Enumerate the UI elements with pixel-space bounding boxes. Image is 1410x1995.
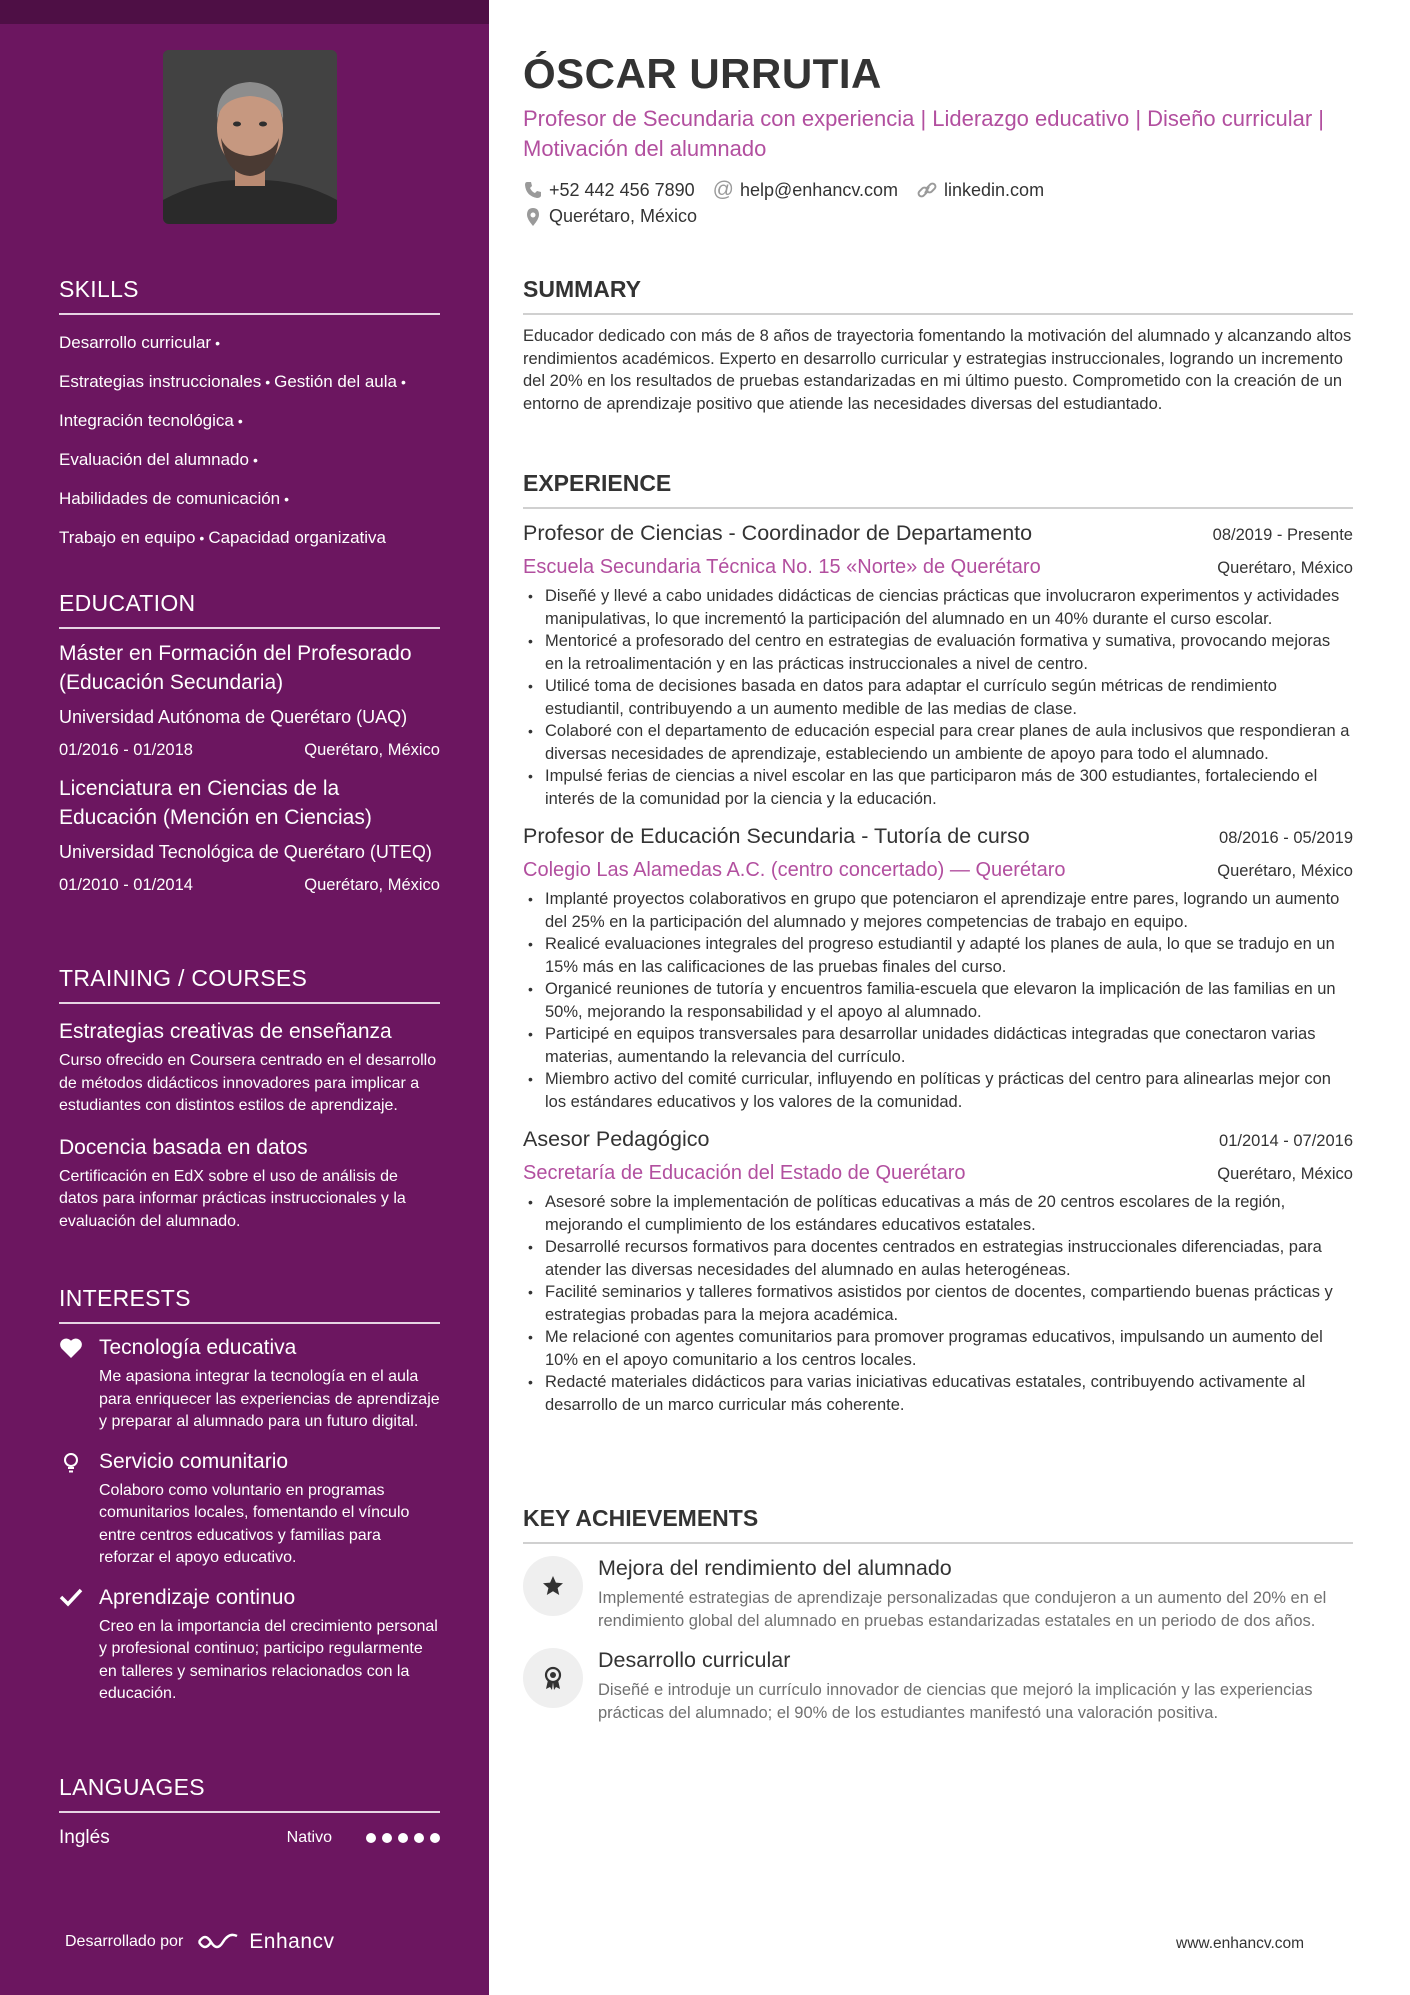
job-bullet: • Organicé reuniones de tutoría y encuentros familia-escuela que elevaron la implicación de las familias en un 50%, mejorando la responsabilidad y el apoyo al alumnado.: [523, 978, 1353, 1023]
sidebar: [0, 0, 489, 1995]
education-location: Querétaro, México: [304, 741, 440, 759]
experience-section: [523, 470, 1353, 1416]
achievement-description: Diseñé e introduje un currículo innovador de ciencias que mejoró la implicación y las experiencias prácticas del alumnado; el 90% de los estudiantes manifestó una valoración positiva.: [598, 1681, 1313, 1722]
job-location: Querétaro, México: [1217, 1165, 1353, 1183]
skill-separator: •: [401, 374, 406, 390]
location-text: Querétaro, México: [549, 206, 698, 226]
skill-separator: •: [284, 491, 290, 507]
education-dates: 01/2010 - 01/2014: [59, 876, 193, 894]
job-bullet: • Implanté proyectos colaborativos en grupo que potenciaron el aprendizaje entre pares, logrando un aumento del 25% en la participación del alumnado y mejores competencias de trabajo en equipo.: [523, 888, 1353, 933]
job-title: Profesor de Ciencias - Coordinador de Departamento: [523, 521, 1033, 545]
contact-email[interactable]: [713, 178, 898, 202]
training-section: [59, 965, 440, 1233]
summary-text: Educador dedicado con más de 8 años de trayectoria fomentando la motivación del alumnado y alcanzando altos rendimientos académicos. Experto en desarrollo curricular y estrategias instruccionales, logrando un incremento del 20% en los resultados de pruebas estandarizadas en mi último puesto. Comprometido con la creación de un entorno de aprendizaje positivo que atiende las necesidades diversas del estudiantado.: [523, 327, 1352, 413]
powered-by-label: Desarrollado por: [65, 1933, 184, 1950]
skills-heading: SKILLS: [59, 276, 440, 315]
education-school: Universidad Tecnológica de Querétaro (UTEQ): [59, 842, 432, 862]
skills-row: [59, 323, 440, 362]
proficiency-dot: [366, 1833, 376, 1843]
interest-title: Tecnología educativa: [99, 1336, 297, 1359]
job-company: Colegio Las Alamedas A.C. (centro concertado) — Querétaro: [523, 859, 1066, 881]
interest-item: [59, 1334, 440, 1434]
skills-row: [59, 479, 440, 518]
summary-heading: SUMMARY: [523, 276, 1353, 315]
linkedin-text[interactable]: linkedin.com: [944, 179, 1045, 200]
skills-section: [59, 276, 440, 557]
achievement-title: Mejora del rendimiento del alumnado: [598, 1556, 952, 1580]
education-item: [59, 774, 440, 895]
skill-item: Desarrollo curricular: [59, 333, 212, 352]
course-item: [59, 1134, 440, 1234]
phone-icon: [523, 180, 543, 200]
job-dates: 08/2016 - 05/2019: [1219, 829, 1353, 847]
skill-separator: •: [252, 452, 258, 468]
job-company: Secretaría de Educación del Estado de Querétaro: [523, 1162, 966, 1184]
location-pin-icon: [523, 207, 543, 227]
enhancv-logo-text: Enhancv: [249, 1930, 335, 1953]
skill-separator: •: [265, 374, 271, 390]
education-item: [59, 639, 440, 760]
job-bullet: • Asesoré sobre la implementación de políticas educativas a más de 20 centros escolares de la región, mejorando el cumplimiento de los estándares educativos estatales.: [523, 1191, 1353, 1236]
interest-description: Colaboro como voluntario en programas comunitarios locales, fomentando el vínculo entre centros educativos y familias para reforzar el apoyo educativo.: [99, 1481, 410, 1566]
interest-description: Me apasiona integrar la tecnología en el aula para enriquecer las experiencias de aprendizaje y preparar al alumnado para un futuro digital.: [99, 1368, 440, 1430]
education-school: Universidad Autónoma de Querétaro (UAQ): [59, 707, 408, 727]
job-dates: 01/2014 - 07/2016: [1219, 1132, 1353, 1150]
contact-phone: [523, 178, 695, 202]
powered-by: [65, 1930, 335, 1954]
language-name: Inglés: [59, 1827, 110, 1848]
job-bullet: • Utilicé toma de decisiones basada en datos para adaptar el currículo según métricas de rendimiento estudiantil, contribuyendo a un aumento medible de las medias de clase.: [523, 675, 1353, 720]
email-text[interactable]: help@enhancv.com: [739, 179, 899, 200]
profile-photo: [163, 50, 337, 224]
skill-item: Habilidades de comunicación: [59, 489, 281, 508]
heart-icon: [59, 1334, 85, 1434]
skill-item: Capacidad organizativa: [208, 528, 386, 547]
interests-heading: INTERESTS: [59, 1285, 440, 1324]
language-level: Nativo: [286, 1829, 332, 1846]
achievement-title: Desarrollo curricular: [598, 1648, 791, 1672]
languages-section: [59, 1774, 440, 1849]
skills-row: [59, 518, 440, 557]
proficiency-dot: [382, 1833, 392, 1843]
skills-row: [59, 401, 440, 440]
contact-location: [523, 206, 1123, 227]
skill-item: Estrategias instruccionales: [59, 372, 262, 391]
experience-heading: EXPERIENCE: [523, 470, 1353, 509]
achievement-item: [523, 1648, 1353, 1724]
link-icon: [916, 180, 938, 200]
at-icon: @: [712, 178, 734, 201]
skills-row: [59, 440, 440, 479]
skill-item: Evaluación del alumnado: [59, 450, 249, 469]
education-section: [59, 590, 440, 895]
job-bullet: • Me relacioné con agentes comunitarios para promover programas educativos, impulsando un aumento del 10% en el apoyo comunitario a los centros locales.: [523, 1326, 1353, 1371]
job-bullet: • Participé en equipos transversales para desarrollar unidades didácticas integradas que conectaron varias materias, aumentando la relevancia del currículo.: [523, 1023, 1353, 1068]
experience-item: [523, 521, 1353, 810]
enhancv-logo: [195, 1930, 334, 1954]
check-icon: [59, 1584, 85, 1706]
interest-title: Aprendizaje continuo: [99, 1585, 296, 1609]
job-bullet: • Impulsé ferias de ciencias a nivel escolar en las que participaron más de 300 estudiantes, fortaleciendo el interés de la comunidad por la ciencia y la educación.: [523, 765, 1353, 810]
lightbulb-icon: [59, 1448, 85, 1570]
headline: Profesor de Secundaria con experiencia | Liderazgo educativo | Diseño curricular | Motivación del alumnado: [523, 106, 1325, 161]
job-bullet: • Realicé evaluaciones integrales del progreso estudiantil y adapté los planes de aula, lo que se tradujo en un 15% más en las calificaciones de las pruebas finales del curso.: [523, 933, 1353, 978]
skill-separator: •: [215, 335, 221, 351]
course-item: [59, 1018, 440, 1118]
interest-description: Creo en la importancia del crecimiento personal y profesional continuo; participo regularmente en talleres y seminarios relacionados con la educación.: [99, 1617, 438, 1702]
job-bullet: • Desarrollé recursos formativos para docentes centrados en estrategias instruccionales diferenciadas, para atender las diversas necesidades del alumnado en aulas heterogéneas.: [523, 1236, 1353, 1281]
job-bullet: • Facilité seminarios y talleres formativos asistidos por cientos de docentes, compartiendo buenas prácticas y estrategias probadas para la mejora académica.: [523, 1281, 1353, 1326]
course-title: Estrategias creativas de enseñanza: [59, 1020, 392, 1043]
achievement-item: [523, 1556, 1353, 1632]
achievements-heading: KEY ACHIEVEMENTS: [523, 1505, 1353, 1544]
job-bullet: • Colaboré con el departamento de educación especial para crear planes de aula inclusivos que respondieran a diversas necesidades de aprendizaje, estableciendo un ambiente de apoyo para todo el alumnado.: [523, 720, 1353, 765]
course-title: Docencia basada en datos: [59, 1135, 308, 1159]
education-heading: EDUCATION: [59, 590, 440, 629]
interest-item: [59, 1448, 440, 1570]
skill-item: Trabajo en equipo: [59, 528, 196, 547]
education-location: Querétaro, México: [304, 876, 440, 894]
experience-list: [523, 521, 1353, 1416]
interest-title: Servicio comunitario: [99, 1449, 289, 1473]
job-bullets: [523, 585, 1353, 810]
experience-item: [523, 824, 1353, 1113]
job-location: Querétaro, México: [1217, 862, 1353, 880]
phone-text: +52 442 456 7890: [549, 179, 695, 200]
job-title: Profesor de Educación Secundaria - Tutoría de curso: [523, 824, 1030, 848]
education-dates: 01/2016 - 01/2018: [59, 741, 193, 759]
job-company: Escuela Secundaria Técnica No. 15 «Norte» de Querétaro: [523, 556, 1041, 578]
award-icon: [523, 1648, 583, 1708]
contact-list: [523, 178, 1123, 227]
education-degree: Licenciatura en Ciencias de la Educación (Mención en Ciencias): [59, 777, 372, 829]
language-proficiency-dots: [360, 1827, 440, 1849]
language-item: [59, 1827, 440, 1849]
job-bullets: [523, 1191, 1353, 1416]
skill-separator: •: [237, 413, 243, 429]
job-bullet: • Miembro activo del comité curricular, influyendo en políticas y prácticas del centro para alinearlas mejor con los estándares educativos y los valores de la comunidad.: [523, 1068, 1353, 1113]
header: [523, 50, 1353, 227]
job-location: Querétaro, México: [1217, 559, 1353, 577]
job-bullet: • Diseñé y llevé a cabo unidades didácticas de ciencias prácticas que involucraron experimentos y actividades manipulativas, lo que incrementó la participación del alumnado en un 40% durante el curso escolar.: [523, 585, 1353, 630]
candidate-name: ÓSCAR URRUTIA: [523, 50, 882, 97]
summary-section: [523, 276, 1353, 415]
experience-item: [523, 1127, 1353, 1416]
interests-section: [59, 1285, 440, 1706]
skill-item: Gestión del aula: [274, 372, 397, 391]
job-bullets: [523, 888, 1353, 1113]
job-dates: 08/2019 - Presente: [1212, 526, 1353, 544]
skills-row: [59, 362, 440, 401]
job-title: Asesor Pedagógico: [523, 1127, 710, 1151]
skill-separator: •: [199, 530, 205, 546]
skill-item: Integración tecnológica: [59, 411, 234, 430]
education-degree: Máster en Formación del Profesorado (Educación Secundaria): [59, 642, 412, 694]
achievements-section: [523, 1505, 1353, 1724]
star-icon: [523, 1556, 583, 1616]
job-bullet: • Redacté materiales didácticos para varias iniciativas educativas estatales, contribuyendo activamente al desarrollo de un marco curricular más coherente.: [523, 1371, 1353, 1416]
enhancv-logo-icon: [195, 1930, 241, 1954]
course-description: Curso ofrecido en Coursera centrado en el desarrollo de métodos didácticos innovadores para implicar a estudiantes con distintos estilos de aprendizaje.: [59, 1052, 437, 1114]
proficiency-dot: [430, 1833, 440, 1843]
proficiency-dot: [414, 1833, 424, 1843]
skills-list: [59, 323, 440, 557]
achievement-description: Implementé estrategias de aprendizaje personalizadas que condujeron a un aumento del 20% en el rendimiento global del alumnado en pruebas estandarizadas estatales en un periodo de dos años.: [598, 1589, 1327, 1630]
job-bullet: • Mentoricé a profesorado del centro en estrategias de evaluación formativa y sumativa, provocando mejoras en la retroalimentación y en las prácticas instruccionales a nivel de centro.: [523, 630, 1353, 675]
interest-item: [59, 1584, 440, 1706]
course-description: Certificación en EdX sobre el uso de análisis de datos para informar prácticas instruccionales y la evaluación del alumnado.: [59, 1167, 406, 1230]
proficiency-dot: [398, 1833, 408, 1843]
contact-linkedin[interactable]: [916, 178, 1044, 202]
sidebar-top-bar: [0, 0, 489, 24]
training-heading: TRAINING / COURSES: [59, 965, 440, 1004]
footer-url[interactable]: www.enhancv.com: [1176, 1935, 1305, 1952]
languages-heading: LANGUAGES: [59, 1774, 440, 1813]
